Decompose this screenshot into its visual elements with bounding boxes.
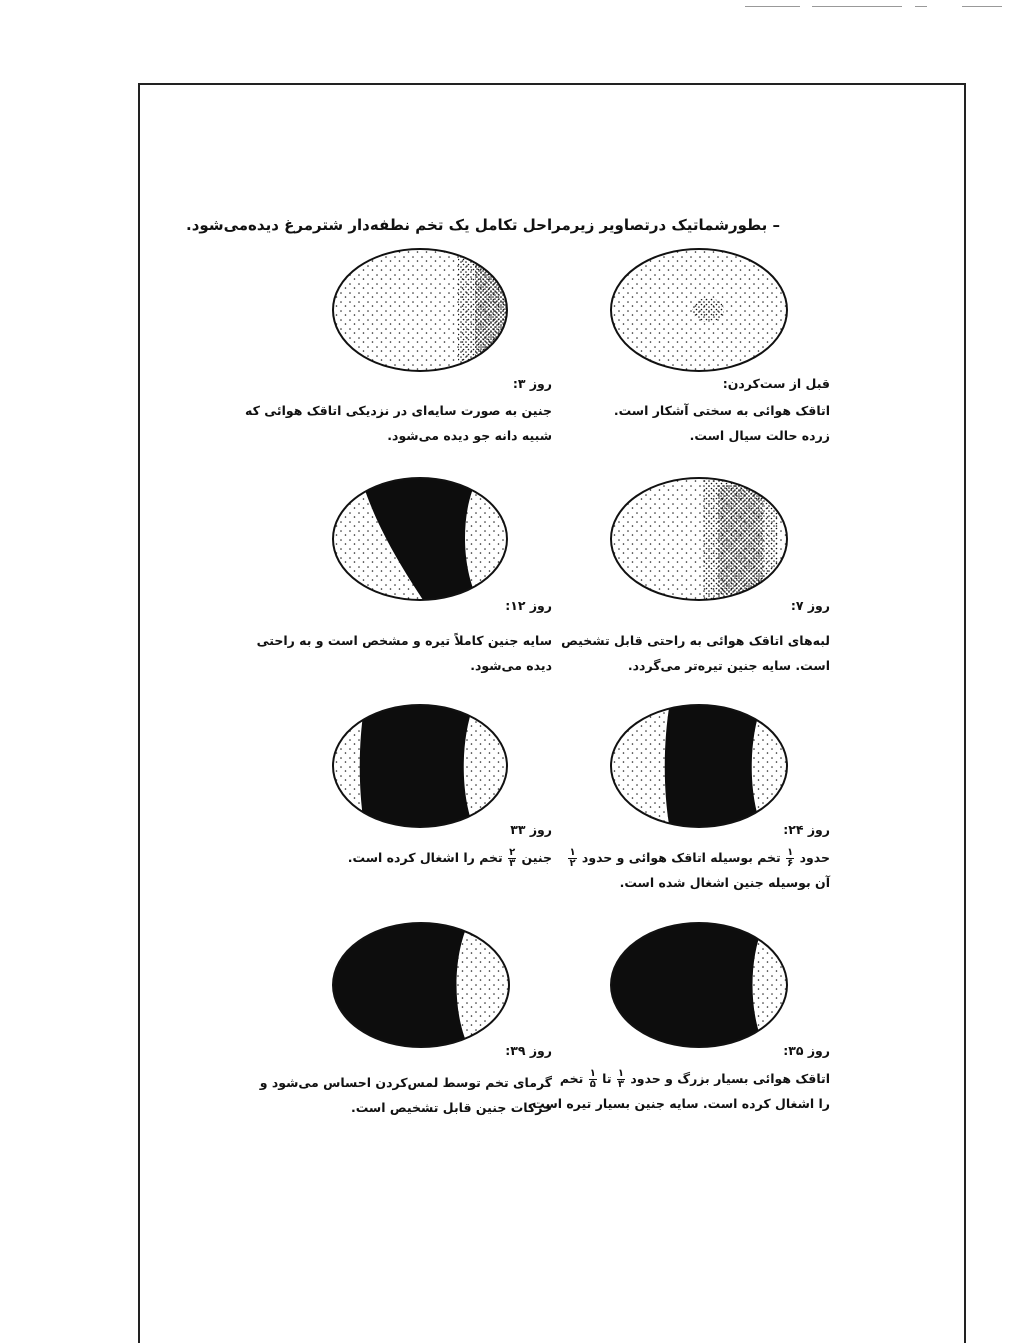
egg-day-39-illustration	[330, 920, 512, 1050]
stage-label-day-7: روز ۷:	[790, 598, 830, 613]
description-line	[348, 845, 552, 870]
page-title: – بطورشماتیک درتصاویر زیرمراحل تکامل یک تخم نطفه‌دار شترمرغ دیده‌می‌شود.	[186, 216, 780, 234]
text-fragment: جنین	[521, 850, 552, 865]
page-frame	[138, 83, 966, 1343]
egg-day-33-illustration	[330, 702, 510, 830]
fraction-denominator: ۲	[569, 858, 576, 869]
egg-day-3-illustration	[330, 246, 510, 374]
egg-day-7-illustration	[608, 475, 790, 603]
text-fragment: حدود	[799, 850, 830, 865]
scan-edge-line	[962, 6, 1002, 7]
stage-label-day-33: روز ۳۳	[510, 822, 552, 837]
fraction	[589, 1069, 597, 1090]
stage-description-day-35	[527, 1066, 830, 1116]
text-fragment: تخم	[559, 1071, 584, 1086]
fraction	[508, 848, 516, 869]
stage-description-day-3	[245, 398, 552, 448]
stage-label-day-12: روز ۱۲:	[505, 598, 552, 613]
stage-label-day-35: روز ۳۵:	[783, 1043, 830, 1058]
fraction-numerator: ۱	[589, 1068, 596, 1079]
fraction	[568, 848, 576, 869]
egg-day-12-illustration	[330, 475, 510, 603]
egg-day-24-illustration	[608, 702, 790, 830]
stage-label-before-setting: قبل از ست‌کردن:	[722, 376, 830, 391]
stage-description-day-33	[348, 845, 552, 870]
description-line	[527, 1066, 830, 1091]
description-line: گرمای تخم توسط لمس‌کردن احساس می‌شود و	[259, 1075, 552, 1090]
description-line: اتاقک هوائی به سختی آشکار است.	[613, 403, 830, 418]
stage-description-day-39	[260, 1070, 552, 1120]
fraction-numerator: ۲	[509, 847, 516, 858]
description-line: است. سایه جنین تیره‌تر می‌گردد.	[627, 658, 830, 673]
stage-description-day-12	[257, 628, 552, 678]
description-line: جنین به صورت سایه‌ای در نزدیکی اتاقک هوائی که	[245, 403, 552, 418]
description-line: حرکات جنین قابل تشخیص است.	[350, 1100, 552, 1115]
description-line: لبه‌های اتاقک هوائی به راحتی قابل تشخیص	[561, 633, 830, 648]
egg-before-setting-illustration	[608, 246, 790, 374]
fraction	[617, 1069, 625, 1090]
text-fragment: تخم را اشغال کرده است.	[347, 850, 503, 865]
description-line: آن بوسیله جنین اشغال شده است.	[619, 875, 830, 890]
stage-label-day-39: روز ۳۹:	[505, 1043, 552, 1058]
fraction-numerator: ۱	[569, 847, 576, 858]
egg-day-35-illustration	[608, 920, 790, 1050]
fraction-denominator: ۵	[589, 1079, 596, 1090]
text-fragment: تخم بوسیله اتاقک هوائی و حدود	[581, 850, 781, 865]
fraction	[786, 848, 794, 869]
stage-description-day-24	[567, 845, 830, 895]
description-line: زرده حالت سیال است.	[689, 428, 830, 443]
scan-edge-line	[745, 6, 800, 7]
description-line	[567, 845, 830, 870]
description-line: سایه جنین کاملاً تیره و مشخص است و به راحتی	[256, 633, 552, 648]
fraction-numerator: ۱	[617, 1068, 625, 1079]
text-fragment: اتاقک هوائی بسیار بزرگ و حدود	[630, 1071, 830, 1086]
stage-label-day-24: روز ۲۴:	[783, 822, 830, 837]
stage-description-day-7	[561, 628, 830, 678]
scan-edge-line	[812, 6, 902, 7]
stage-description-before-setting	[614, 398, 830, 448]
fraction-denominator: ۳	[509, 858, 516, 869]
scan-edge-line	[915, 6, 927, 7]
stage-label-day-3: روز ۳:	[512, 376, 552, 391]
fraction-denominator: ۶	[787, 858, 794, 869]
fraction-denominator: ۳	[617, 1079, 625, 1090]
description-line: را اشغال کرده است. سایه جنین بسیار تیره است.	[527, 1096, 830, 1111]
description-line: شبیه دانه جو دیده می‌شود.	[387, 428, 552, 443]
fraction-numerator: ۱	[787, 847, 794, 858]
description-line: دیده می‌شود.	[470, 658, 552, 673]
text-fragment: تا	[602, 1071, 612, 1086]
